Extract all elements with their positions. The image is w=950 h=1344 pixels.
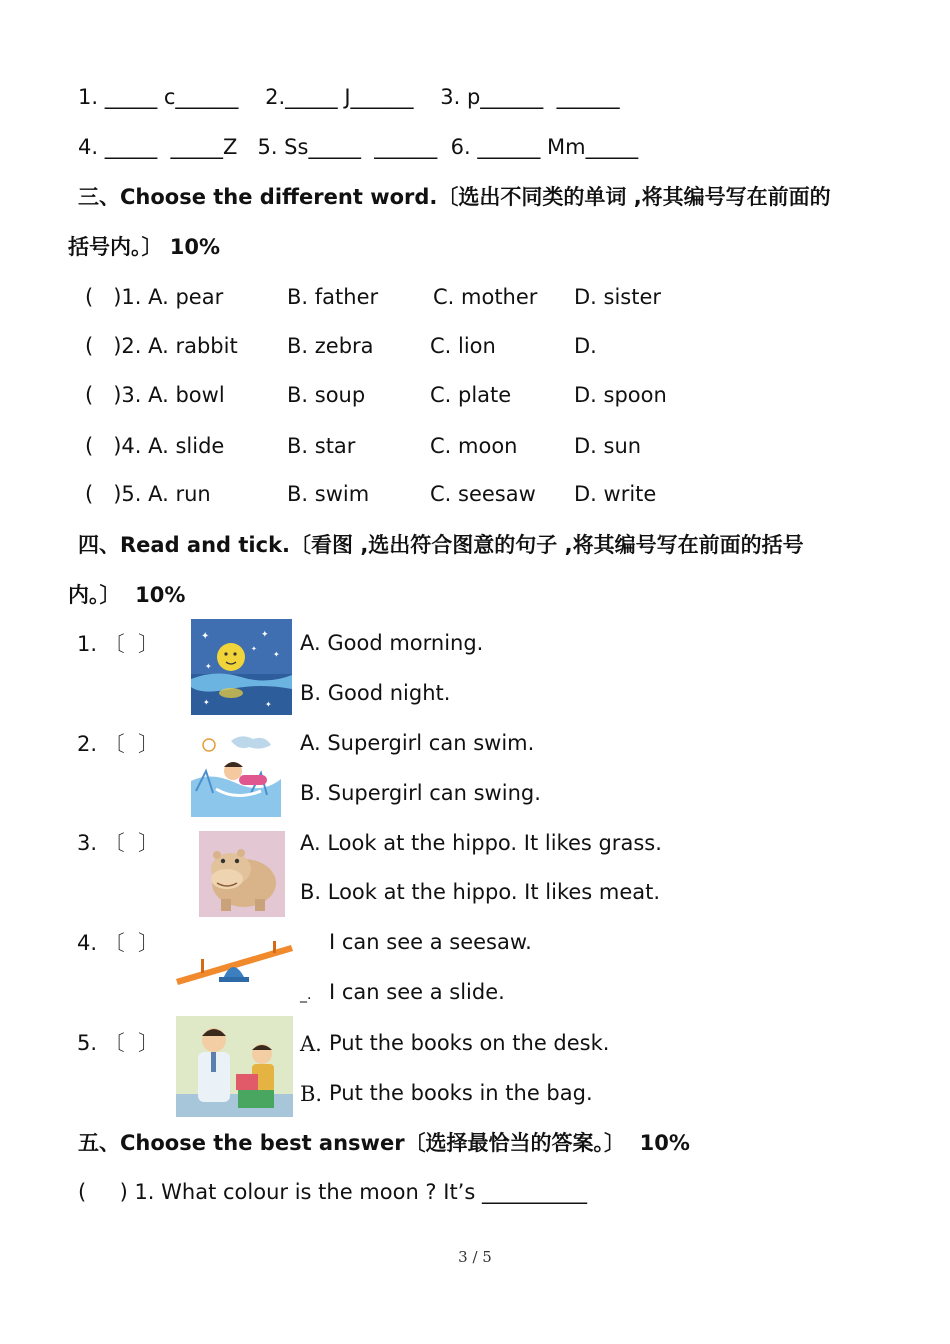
option-b: B. star (287, 434, 356, 458)
option-a: A. Supergirl can swim. (300, 731, 535, 755)
item-number: 3. 〔 〕 (77, 831, 160, 855)
option-b: B. zebra (287, 334, 374, 358)
option-c: C. moon (430, 434, 518, 458)
option-a: I can see a seesaw. (329, 930, 532, 954)
option-c: C. plate (430, 383, 512, 407)
father-and-boy-books-image (176, 1016, 293, 1117)
svg-text:✦: ✦ (261, 630, 269, 640)
hippo-image (199, 831, 285, 917)
option-d: D. sister (574, 285, 662, 309)
option-d: D. spoon (574, 383, 667, 407)
section4-heading-cont: 内。〕 10% (68, 583, 186, 607)
svg-text:✦: ✦ (251, 645, 257, 653)
option-b: B. soup (287, 383, 366, 407)
item-number-option-a: ( )3. A. bowl (85, 383, 225, 407)
option-b: I can see a slide. (329, 980, 505, 1004)
seesaw-image (173, 937, 295, 987)
option-a-letter: A. (300, 1032, 322, 1056)
section3-heading: 三、Choose the different word.〔选出不同类的单词 ,将其编号写在前面的 (78, 185, 831, 209)
item-number-option-a: ( )1. A. pear (85, 285, 224, 309)
item-number-option-a: ( )5. A. run (85, 482, 211, 506)
svg-text:✦: ✦ (265, 700, 272, 709)
option-d: D. (574, 334, 597, 358)
page-number: 3 / 5 (458, 1248, 492, 1266)
option-b: B. Look at the hippo. It likes meat. (300, 880, 661, 904)
option-b: Put the books in the bag. (329, 1081, 593, 1105)
svg-text:✦: ✦ (205, 662, 212, 671)
option-b: B. Supergirl can swing. (300, 781, 541, 805)
option-d: D. write (574, 482, 657, 506)
letter-row-2: 4. _____ _____Z 5. Ss_____ ______ 6. ______ Mm_____ (78, 135, 639, 159)
option-d: D. sun (574, 434, 642, 458)
letter-row-1: 1. _____ c______ 2._____ J______ 3. p______ ______ (78, 85, 620, 109)
svg-text:✦: ✦ (201, 631, 210, 642)
section5-question-1: ( ) 1. What colour is the moon ? It’s __________ (78, 1180, 587, 1204)
option-a: A. Good morning. (300, 631, 484, 655)
option-b: B. Good night. (300, 681, 451, 705)
option-c: C. seesaw (430, 482, 536, 506)
item-number-option-a: ( )2. A. rabbit (85, 334, 238, 358)
option-a: Put the books on the desk. (329, 1031, 610, 1055)
item-number: 2. 〔 〕 (77, 732, 160, 756)
item-number-option-a: ( )4. A. slide (85, 434, 225, 458)
section3-heading-cont: 括号内。〕 10% (68, 235, 221, 259)
option-b-letter: _. (300, 987, 312, 1003)
section4-heading: 四、Read and tick.〔看图 ,选出符合图意的句子 ,将其编号写在前面的括号 (78, 533, 804, 557)
option-b: B. father (287, 285, 379, 309)
item-number: 1. 〔 〕 (77, 632, 160, 656)
option-b: B. swim (287, 482, 370, 506)
option-c: C. mother (433, 285, 538, 309)
option-c: C. lion (430, 334, 496, 358)
item-number: 4. 〔 〕 (77, 931, 160, 955)
item-number: 5. 〔 〕 (77, 1031, 160, 1055)
svg-text:✦: ✦ (203, 698, 210, 707)
option-b-letter: B. (300, 1082, 323, 1106)
section5-heading: 五、Choose the best answer〔选择最恰当的答案。〕 10% (78, 1131, 690, 1155)
option-a: A. Look at the hippo. It likes grass. (300, 831, 662, 855)
girl-swimming-image (191, 731, 281, 817)
svg-text:✦: ✦ (273, 650, 280, 659)
night-sky-moon-image (191, 619, 292, 715)
